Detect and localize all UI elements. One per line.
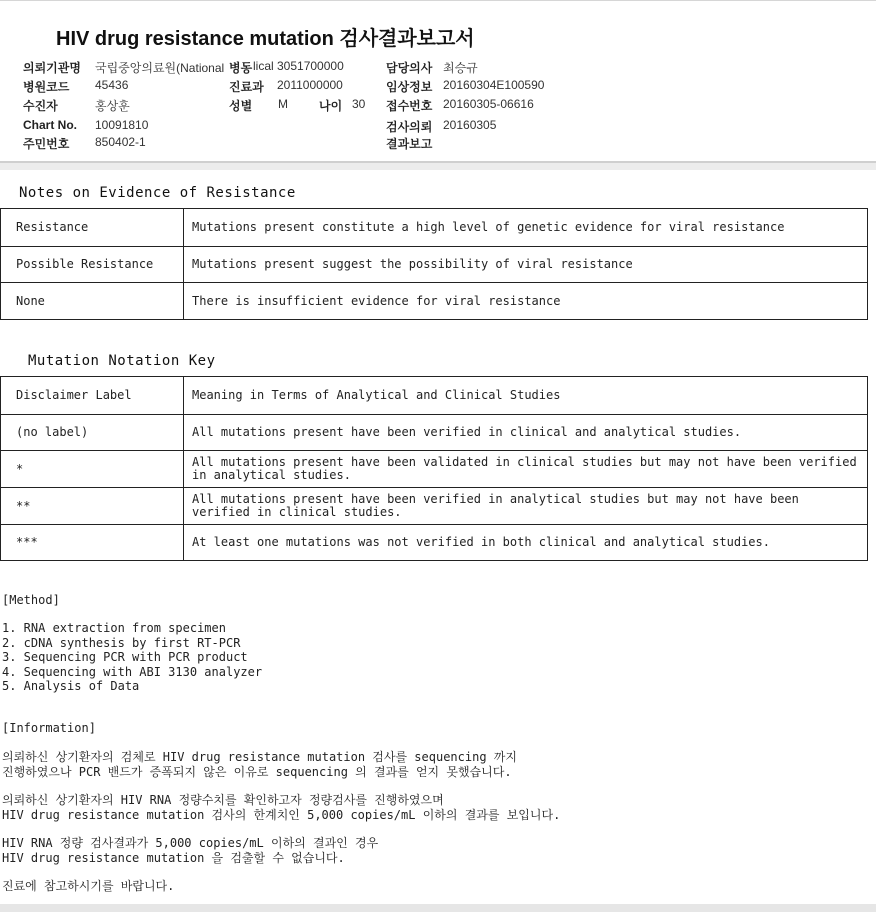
table-row	[1, 283, 868, 320]
resistance-desc-cell: Mutations present suggest the possibility of viral resistance	[184, 247, 868, 283]
mutation-key-title: Mutation Notation Key	[28, 353, 216, 369]
disclaimer-meaning-cell: All mutations present have been validated in clinical studies but may not have been verified in analytical studies.	[184, 451, 868, 488]
resistance-desc-cell: Mutations present constitute a high level of genetic evidence for viral resistance	[184, 209, 868, 247]
department-label: 진료과	[229, 80, 264, 94]
attending-physician-label: 담당의사	[386, 61, 433, 75]
table-row	[1, 525, 868, 561]
bottom-bar	[0, 904, 876, 912]
column-header-label: Disclaimer Label	[1, 377, 184, 415]
receipt-no-label: 접수번호	[386, 99, 433, 113]
examinee-label: 수진자	[23, 99, 58, 113]
method-heading: [Method]	[2, 593, 60, 607]
resident-no-label: 주민번호	[23, 137, 70, 151]
test-request-value: 20160305	[443, 118, 497, 132]
hospital-code-value: 45436	[95, 78, 129, 92]
notes-resistance-title: Notes on Evidence of Resistance	[19, 185, 296, 201]
information-line: 진행하였으나 PCR 밴드가 증폭되지 않은 이유로 sequencing 의 결과를 얻지 못했습니다.	[2, 764, 512, 779]
method-step: 3. Sequencing PCR with PCR product	[2, 650, 248, 664]
disclaimer-label-cell: (no label)	[1, 415, 184, 451]
method-step: 2. cDNA synthesis by first RT-PCR	[2, 635, 241, 650]
receipt-no-value: 20160305-06616	[443, 97, 534, 111]
resistance-desc-cell: There is insufficient evidence for viral resistance	[184, 283, 868, 320]
sex-value: M	[278, 97, 288, 111]
section-divider	[0, 163, 876, 170]
disclaimer-label-cell: **	[1, 488, 184, 525]
method-step: 5. Analysis of Data	[2, 679, 140, 693]
resistance-label-cell: Resistance	[1, 209, 184, 247]
hospital-code-label: 병원코드	[23, 80, 70, 94]
method-step: 1. RNA extraction from specimen	[2, 621, 226, 635]
chart-no-label: Chart No.	[23, 118, 77, 132]
age-value: 30	[352, 97, 366, 111]
resistance-label-cell: Possible Resistance	[1, 247, 184, 283]
mutation-key-table	[0, 376, 868, 561]
clinical-info-label: 임상정보	[386, 80, 433, 94]
resident-no-value: 850402-1	[95, 135, 146, 149]
disclaimer-meaning-cell: All mutations present have been verified in analytical studies but may not have been verified in clinical studies.	[184, 488, 868, 525]
resistance-label-cell: None	[1, 283, 184, 320]
requesting-institution-label: 의뢰기관명	[23, 61, 81, 75]
information-line: HIV drug resistance mutation 을 검출할 수 없습니다.	[2, 850, 345, 865]
age-label: 나이	[319, 99, 343, 113]
table-row	[1, 209, 868, 247]
disclaimer-meaning-cell: All mutations present have been verified in clinical and analytical studies.	[184, 415, 868, 451]
table-row	[1, 247, 868, 283]
table-row	[1, 415, 868, 451]
disclaimer-label-cell: ***	[1, 525, 184, 561]
sex-label: 성별	[229, 99, 253, 113]
department-value: 2011000000	[277, 78, 343, 92]
examinee-value: 홍상훈	[95, 99, 130, 113]
notes-resistance-table	[0, 208, 868, 320]
information-line: 진료에 참고하시기를 바랍니다.	[2, 879, 175, 893]
method-step: 4. Sequencing with ABI 3130 analyzer	[2, 664, 263, 679]
attending-physician-value: 최승규	[443, 61, 478, 75]
ward-label: 병동	[229, 61, 253, 75]
disclaimer-label-cell: *	[1, 451, 184, 488]
information-heading: [Information]	[2, 721, 96, 735]
clinical-info-value: 20160304E100590	[443, 78, 545, 92]
report-title: HIV drug resistance mutation 검사결과보고서	[56, 28, 475, 50]
table-row	[1, 488, 868, 525]
result-report-label: 결과보고	[386, 137, 433, 151]
column-header-meaning: Meaning in Terms of Analytical and Clinical Studies	[184, 377, 868, 415]
test-request-label: 검사의뢰	[386, 120, 433, 134]
information-line: 의뢰하신 상기환자의 검체로 HIV drug resistance mutation 검사를 sequencing 까지	[2, 750, 517, 764]
disclaimer-meaning-cell: At least one mutations was not verified in both clinical and analytical studies.	[184, 525, 868, 561]
table-row	[1, 451, 868, 488]
information-line: HIV drug resistance mutation 검사의 한계치인 5,000 copies/mL 이하의 결과를 보입니다.	[2, 807, 561, 822]
chart-no-value: 10091810	[95, 118, 149, 132]
requesting-institution-value: 국립중앙의료원(National	[95, 61, 225, 75]
table-header-row	[1, 377, 868, 415]
information-line: HIV RNA 정량 검사결과가 5,000 copies/mL 이하의 결과인 경우	[2, 836, 379, 850]
ward-value: lical 3051700000	[253, 59, 344, 73]
information-line: 의뢰하신 상기환자의 HIV RNA 정량수치를 확인하고자 정량검사를 진행하였으며	[2, 793, 444, 807]
